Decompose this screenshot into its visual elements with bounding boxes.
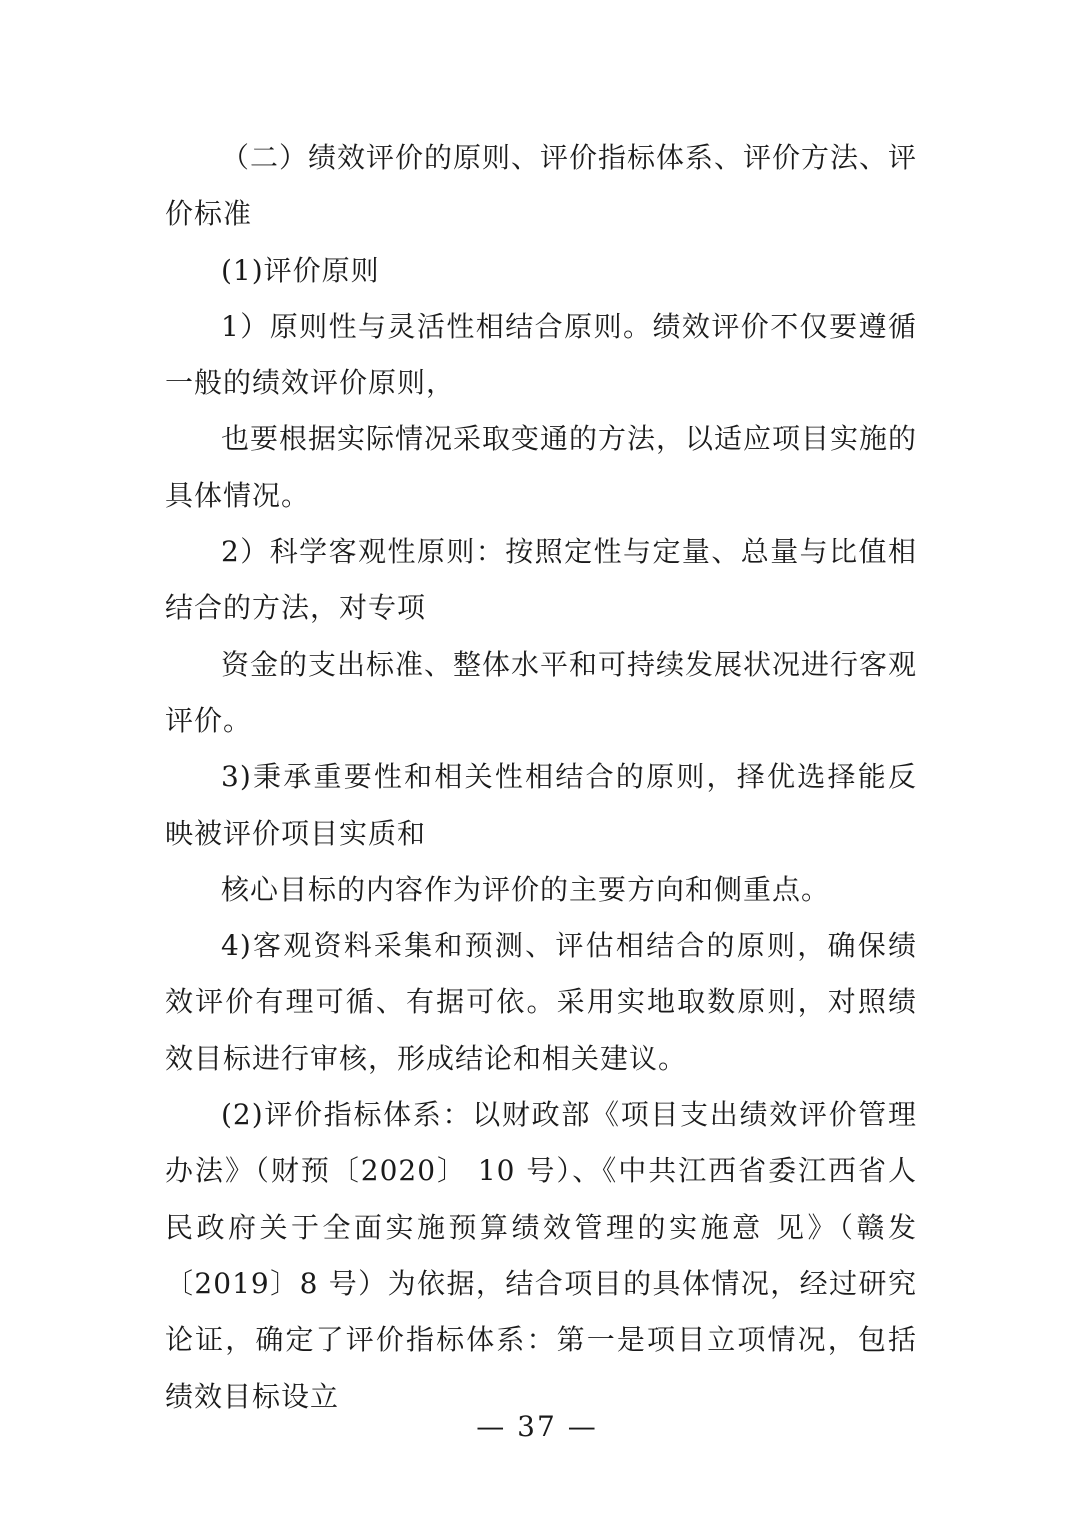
paragraph-indicator-system: (2)评价指标体系：以财政部《项目支出绩效评价管理办法》（财预〔2020〕 10 号）、《中共江西省委江西省人民政府关于全面实施预算绩效管理的实施意 见》（赣发〔2019〕8 号）为依据，结合项目的具体情况，经过研究论证，确定了评价指标体系：第一是项目立项情况，包括绩效目标设立 (165, 1098, 917, 1413)
paragraph-principle-1: 1）原则性与灵活性相结合原则。绩效评价不仅要遵循一般的绩效评价原则， (165, 309, 917, 400)
paragraph-principle-4: 4)客观资料采集和预测、评估相结合的原则，确保绩效评价有理可循、有据可依。采用实地取数原则，对照绩效目标进行审核，形成结论和相关建议。 (165, 929, 917, 1075)
body-text (165, 130, 917, 1425)
paragraph-principle-2-continued: 资金的支出标准、整体水平和可持续发展状况进行客观评价。 (165, 647, 918, 737)
paragraph-principle-2: 2）科学客观性原则：按照定性与定量、总量与比值相结合的方法，对专项 (165, 535, 917, 625)
paragraph-principle-3-continued: 核心目标的内容作为评价的主要方向和侧重点。 (221, 872, 831, 906)
paragraph-section-heading: （二）绩效评价的原则、评价指标体系、评价方法、评价标准 (165, 141, 918, 231)
page-number: — 37 — (476, 1410, 598, 1443)
paragraph-principle-1-continued: 也要根据实际情况采取变通的方法，以适应项目实施的具体情况。 (165, 422, 918, 512)
paragraph-principle-3: 3)秉承重要性和相关性相结合的原则，择优选择能反映被评价项目实质和 (165, 760, 917, 850)
paragraph-evaluation-principles-heading: (1)评价原则 (221, 253, 380, 287)
